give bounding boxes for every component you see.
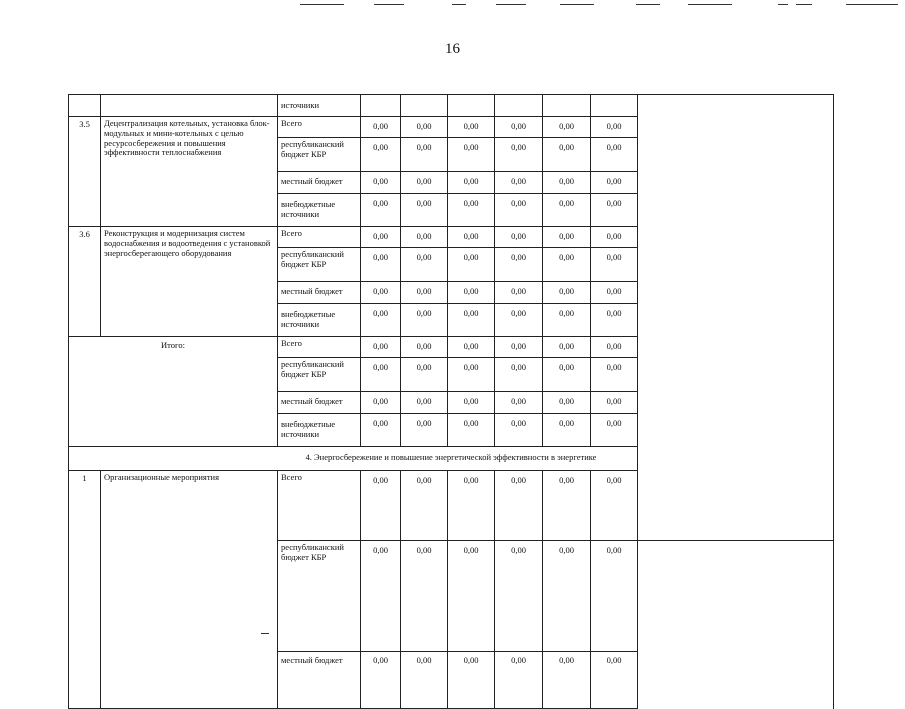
value-cell: 0,00: [543, 138, 591, 172]
source-label: местный бюджет: [278, 652, 361, 709]
value-cell: 0,00: [591, 172, 638, 194]
value-cell: 0,00: [361, 414, 401, 447]
value-cell: 0,00: [448, 337, 495, 358]
executors-cell: [638, 95, 834, 541]
page-number: 16: [445, 41, 460, 57]
table-row: [69, 447, 834, 471]
value-cell: 0,00: [361, 358, 401, 392]
source-label: местный бюджет: [278, 392, 361, 414]
value-cell: 0,00: [543, 194, 591, 227]
value-cell: 0,00: [361, 652, 401, 709]
value-cell: [448, 95, 495, 117]
program-table: [68, 94, 834, 709]
source-label: Всего: [278, 337, 361, 358]
value-cell: 0,00: [495, 117, 543, 138]
value-cell: 0,00: [361, 227, 401, 248]
scan-line: [688, 4, 732, 5]
value-cell: 0,00: [591, 117, 638, 138]
value-cell: 0,00: [591, 541, 638, 652]
source-label: местный бюджет: [278, 282, 361, 304]
source-label: источники: [278, 95, 361, 117]
value-cell: 0,00: [361, 304, 401, 337]
value-cell: 0,00: [361, 248, 401, 282]
value-cell: 0,00: [448, 138, 495, 172]
source-label: республиканский бюджет КБР: [278, 358, 361, 392]
value-cell: 0,00: [401, 652, 448, 709]
source-label: внебюджетные источники: [278, 414, 361, 447]
value-cell: 0,00: [495, 358, 543, 392]
section-title: 4. Энергосбережение и повышение энергетической эффективности в энергетике: [69, 447, 834, 471]
value-cell: 0,00: [495, 392, 543, 414]
value-cell: 0,00: [448, 304, 495, 337]
value-cell: 0,00: [543, 304, 591, 337]
scan-line: [636, 4, 660, 5]
value-cell: 0,00: [591, 138, 638, 172]
scan-mark: [261, 633, 269, 634]
value-cell: 0,00: [448, 194, 495, 227]
source-label: Всего: [278, 117, 361, 138]
value-cell: 0,00: [448, 282, 495, 304]
value-cell: 0,00: [401, 471, 448, 541]
value-cell: [495, 95, 543, 117]
value-cell: 0,00: [495, 138, 543, 172]
value-cell: [543, 95, 591, 117]
value-cell: 0,00: [401, 392, 448, 414]
value-cell: [591, 95, 638, 117]
value-cell: 0,00: [361, 392, 401, 414]
value-cell: 0,00: [448, 358, 495, 392]
value-cell: 0,00: [448, 172, 495, 194]
value-cell: 0,00: [401, 194, 448, 227]
value-cell: 0,00: [401, 227, 448, 248]
value-cell: 0,00: [401, 358, 448, 392]
value-cell: 0,00: [495, 652, 543, 709]
row-number: 3.6: [69, 227, 101, 337]
value-cell: 0,00: [495, 337, 543, 358]
source-label: внебюджетные источники: [278, 304, 361, 337]
total-label: Итого:: [69, 337, 278, 447]
source-label: республиканский бюджет КБР: [278, 248, 361, 282]
value-cell: 0,00: [543, 392, 591, 414]
source-label: местный бюджет: [278, 172, 361, 194]
value-cell: 0,00: [495, 304, 543, 337]
value-cell: 0,00: [495, 172, 543, 194]
value-cell: 0,00: [591, 337, 638, 358]
cell-number: [69, 95, 101, 117]
value-cell: 0,00: [448, 248, 495, 282]
value-cell: 0,00: [591, 194, 638, 227]
value-cell: 0,00: [543, 652, 591, 709]
scan-line: [560, 4, 594, 5]
value-cell: 0,00: [401, 248, 448, 282]
value-cell: 0,00: [361, 138, 401, 172]
measure-name: Реконструкция и модернизация систем водоснабжения и водоотведения с установкой энергосберегающего оборудования: [101, 227, 278, 337]
value-cell: 0,00: [361, 194, 401, 227]
source-label: республиканский бюджет КБР: [278, 138, 361, 172]
value-cell: 0,00: [543, 471, 591, 541]
value-cell: 0,00: [448, 652, 495, 709]
value-cell: 0,00: [495, 414, 543, 447]
value-cell: 0,00: [543, 414, 591, 447]
value-cell: 0,00: [495, 541, 543, 652]
source-label: Всего: [278, 227, 361, 248]
value-cell: 0,00: [591, 227, 638, 248]
scan-line: [496, 4, 526, 5]
value-cell: 0,00: [543, 227, 591, 248]
value-cell: 0,00: [401, 138, 448, 172]
value-cell: 0,00: [495, 282, 543, 304]
value-cell: 0,00: [448, 541, 495, 652]
scan-line: [846, 4, 898, 5]
value-cell: [401, 95, 448, 117]
measure-name: Организационные мероприятия: [101, 471, 278, 709]
value-cell: 0,00: [448, 471, 495, 541]
row-number: 3.5: [69, 117, 101, 227]
value-cell: 0,00: [401, 414, 448, 447]
value-cell: 0,00: [361, 117, 401, 138]
value-cell: 0,00: [591, 652, 638, 709]
value-cell: 0,00: [495, 194, 543, 227]
value-cell: 0,00: [543, 358, 591, 392]
value-cell: 0,00: [448, 414, 495, 447]
value-cell: 0,00: [448, 392, 495, 414]
value-cell: 0,00: [543, 337, 591, 358]
scan-line: [374, 4, 404, 5]
value-cell: 0,00: [361, 541, 401, 652]
value-cell: 0,00: [591, 358, 638, 392]
scan-line: [452, 4, 466, 5]
value-cell: 0,00: [401, 172, 448, 194]
row-number: 1: [69, 471, 101, 709]
scan-line: [778, 4, 788, 5]
value-cell: 0,00: [401, 117, 448, 138]
value-cell: 0,00: [401, 282, 448, 304]
source-label: внебюджетные источники: [278, 194, 361, 227]
value-cell: 0,00: [543, 541, 591, 652]
value-cell: 0,00: [543, 172, 591, 194]
value-cell: 0,00: [591, 248, 638, 282]
value-cell: 0,00: [401, 337, 448, 358]
table-row: [69, 95, 834, 117]
value-cell: 0,00: [361, 172, 401, 194]
value-cell: 0,00: [591, 392, 638, 414]
value-cell: 0,00: [495, 227, 543, 248]
value-cell: 0,00: [543, 117, 591, 138]
value-cell: 0,00: [543, 282, 591, 304]
value-cell: [361, 95, 401, 117]
value-cell: 0,00: [401, 541, 448, 652]
value-cell: 0,00: [361, 282, 401, 304]
value-cell: 0,00: [361, 337, 401, 358]
value-cell: 0,00: [401, 304, 448, 337]
source-label: Всего: [278, 471, 361, 541]
value-cell: 0,00: [591, 282, 638, 304]
value-cell: 0,00: [448, 117, 495, 138]
scan-line: [300, 4, 344, 5]
value-cell: 0,00: [448, 227, 495, 248]
value-cell: 0,00: [591, 471, 638, 541]
value-cell: 0,00: [495, 248, 543, 282]
measure-name: Децентрализация котельных, установка блок-модульных и мини-котельных с целью ресурсосбережения и повышения эффективности теплоснабжения: [101, 117, 278, 227]
value-cell: 0,00: [361, 471, 401, 541]
source-label: республиканский бюджет КБР: [278, 541, 361, 652]
value-cell: 0,00: [543, 248, 591, 282]
value-cell: 0,00: [591, 304, 638, 337]
value-cell: 0,00: [591, 414, 638, 447]
scan-line: [796, 4, 812, 5]
cell-name: [101, 95, 278, 117]
value-cell: 0,00: [495, 471, 543, 541]
